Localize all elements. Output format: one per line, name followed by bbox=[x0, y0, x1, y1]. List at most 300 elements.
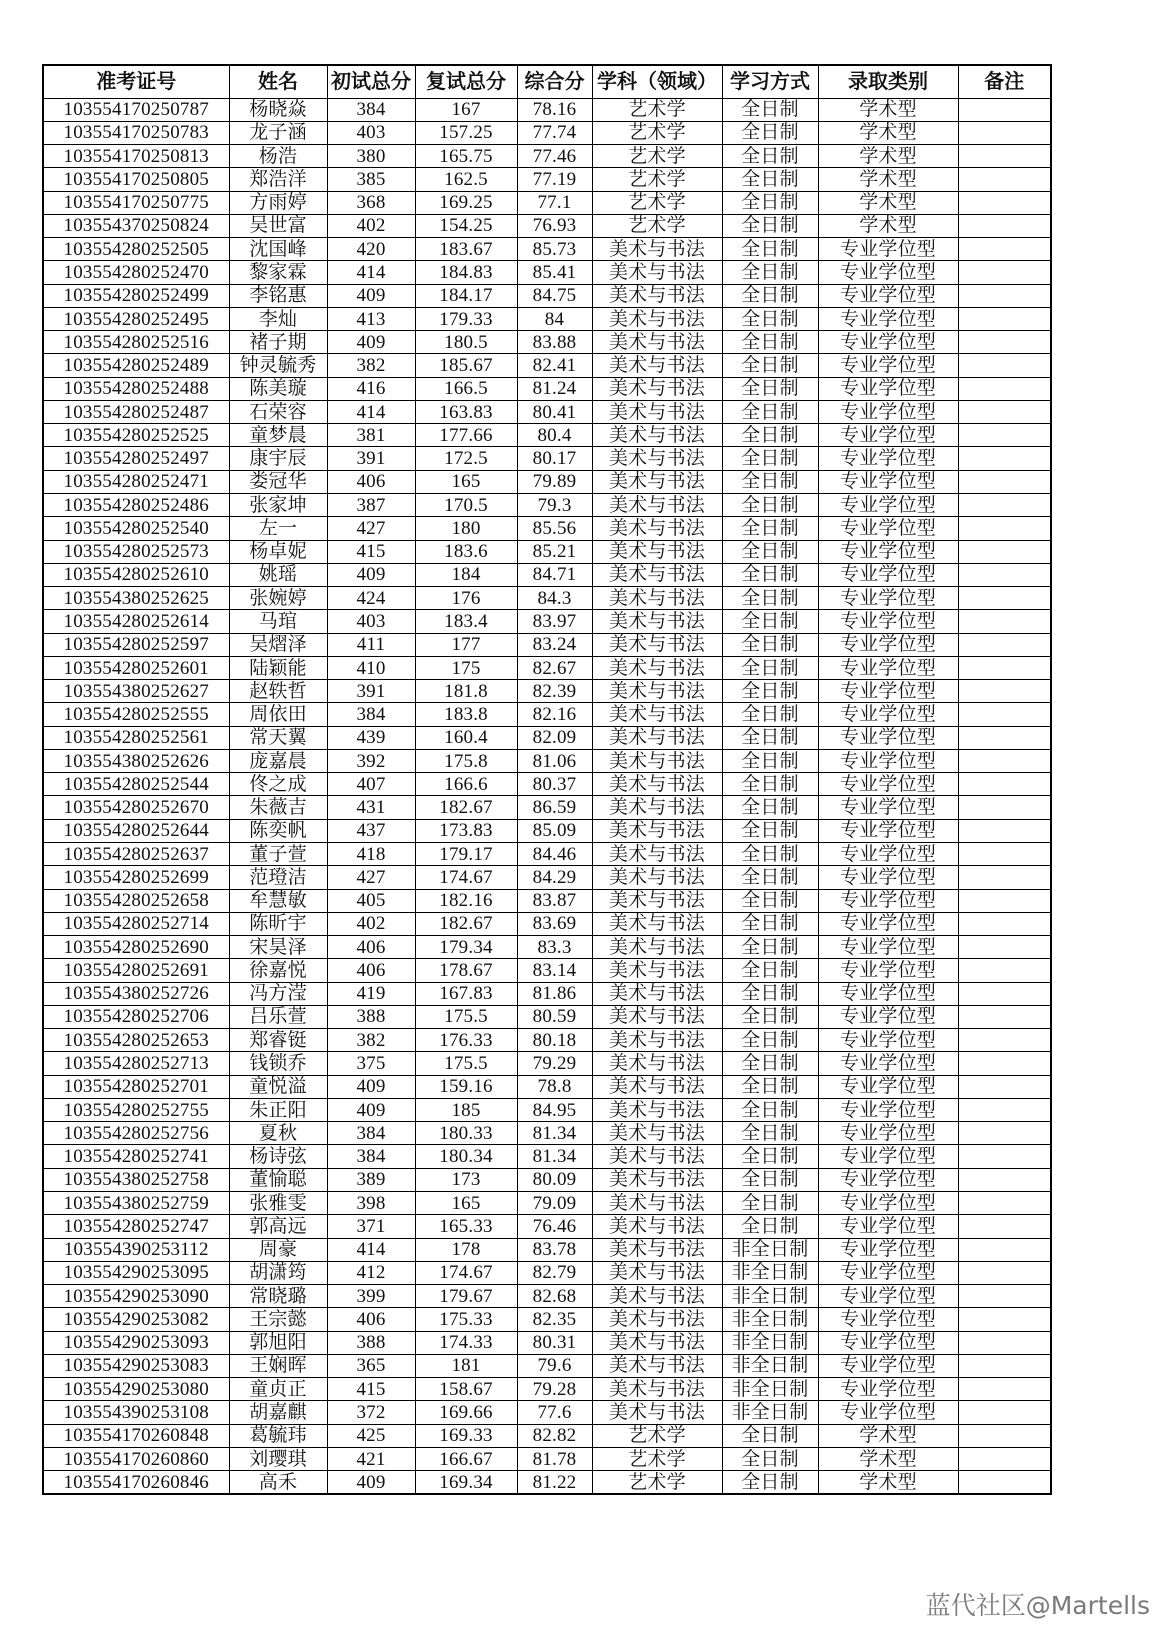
table-row bbox=[43, 610, 1051, 633]
cell-admission-type: 专业学位型 bbox=[818, 1354, 958, 1377]
cell-initial-score: 420 bbox=[327, 238, 415, 261]
cell-admission-type: 专业学位型 bbox=[818, 936, 958, 959]
cell-retest-score: 157.25 bbox=[415, 121, 517, 144]
cell-subject: 艺术学 bbox=[592, 1424, 722, 1447]
cell-admission-type: 专业学位型 bbox=[818, 1145, 958, 1168]
cell-total-score: 77.6 bbox=[517, 1401, 592, 1424]
cell-initial-score: 439 bbox=[327, 726, 415, 749]
cell-study-mode: 全日制 bbox=[722, 936, 818, 959]
cell-exam-id: 103554280252699 bbox=[43, 866, 229, 889]
cell-total-score: 83.69 bbox=[517, 912, 592, 935]
cell-retest-score: 169.34 bbox=[415, 1471, 517, 1494]
cell-name: 童贞正 bbox=[229, 1378, 327, 1401]
cell-remarks bbox=[958, 238, 1051, 261]
cell-initial-score: 410 bbox=[327, 656, 415, 679]
cell-study-mode: 全日制 bbox=[722, 98, 818, 121]
cell-remarks bbox=[958, 1471, 1051, 1494]
cell-name: 黎家霖 bbox=[229, 261, 327, 284]
cell-admission-type: 学术型 bbox=[818, 1471, 958, 1494]
cell-name: 郭高远 bbox=[229, 1215, 327, 1238]
cell-initial-score: 387 bbox=[327, 494, 415, 517]
cell-exam-id: 103554280252690 bbox=[43, 936, 229, 959]
cell-admission-type: 专业学位型 bbox=[818, 843, 958, 866]
cell-admission-type: 专业学位型 bbox=[818, 377, 958, 400]
cell-study-mode: 全日制 bbox=[722, 610, 818, 633]
cell-admission-type: 专业学位型 bbox=[818, 517, 958, 540]
table-row bbox=[43, 1191, 1051, 1214]
cell-subject: 美术与书法 bbox=[592, 1215, 722, 1238]
cell-name: 褚子期 bbox=[229, 331, 327, 354]
table-row bbox=[43, 1424, 1051, 1447]
cell-initial-score: 391 bbox=[327, 680, 415, 703]
table-row bbox=[43, 819, 1051, 842]
cell-exam-id: 103554280252653 bbox=[43, 1029, 229, 1052]
table-row bbox=[43, 1005, 1051, 1028]
cell-retest-score: 185 bbox=[415, 1098, 517, 1121]
cell-total-score: 84 bbox=[517, 307, 592, 330]
cell-admission-type: 专业学位型 bbox=[818, 1401, 958, 1424]
cell-retest-score: 172.5 bbox=[415, 447, 517, 470]
cell-retest-score: 183.8 bbox=[415, 703, 517, 726]
cell-retest-score: 162.5 bbox=[415, 168, 517, 191]
header-study-mode: 学习方式 bbox=[722, 65, 818, 98]
cell-name: 常晓璐 bbox=[229, 1285, 327, 1308]
cell-name: 牟慧敏 bbox=[229, 889, 327, 912]
cell-study-mode: 全日制 bbox=[722, 168, 818, 191]
table-row bbox=[43, 1098, 1051, 1121]
cell-exam-id: 103554280252637 bbox=[43, 843, 229, 866]
cell-subject: 美术与书法 bbox=[592, 1005, 722, 1028]
cell-total-score: 82.41 bbox=[517, 354, 592, 377]
cell-exam-id: 103554280252573 bbox=[43, 540, 229, 563]
cell-total-score: 81.22 bbox=[517, 1471, 592, 1494]
cell-admission-type: 专业学位型 bbox=[818, 238, 958, 261]
cell-subject: 美术与书法 bbox=[592, 1261, 722, 1284]
cell-initial-score: 406 bbox=[327, 959, 415, 982]
cell-admission-type: 专业学位型 bbox=[818, 494, 958, 517]
cell-retest-score: 183.6 bbox=[415, 540, 517, 563]
cell-admission-type: 专业学位型 bbox=[818, 726, 958, 749]
cell-exam-id: 103554290253095 bbox=[43, 1261, 229, 1284]
cell-study-mode: 非全日制 bbox=[722, 1308, 818, 1331]
cell-subject: 美术与书法 bbox=[592, 1285, 722, 1308]
cell-total-score: 84.75 bbox=[517, 284, 592, 307]
cell-name: 张婉婷 bbox=[229, 587, 327, 610]
cell-admission-type: 专业学位型 bbox=[818, 773, 958, 796]
cell-total-score: 79.29 bbox=[517, 1052, 592, 1075]
cell-retest-score: 166.5 bbox=[415, 377, 517, 400]
cell-admission-type: 专业学位型 bbox=[818, 610, 958, 633]
cell-remarks bbox=[958, 936, 1051, 959]
cell-study-mode: 全日制 bbox=[722, 680, 818, 703]
table-row bbox=[43, 191, 1051, 214]
cell-retest-score: 173.83 bbox=[415, 819, 517, 842]
cell-retest-score: 180 bbox=[415, 517, 517, 540]
cell-name: 钱锁乔 bbox=[229, 1052, 327, 1075]
header-admission-type: 录取类别 bbox=[818, 65, 958, 98]
table-row bbox=[43, 1075, 1051, 1098]
cell-admission-type: 专业学位型 bbox=[818, 1122, 958, 1145]
table-row bbox=[43, 494, 1051, 517]
cell-admission-type: 专业学位型 bbox=[818, 284, 958, 307]
table-row bbox=[43, 843, 1051, 866]
cell-exam-id: 103554280252486 bbox=[43, 494, 229, 517]
cell-study-mode: 全日制 bbox=[722, 1052, 818, 1075]
cell-remarks bbox=[958, 796, 1051, 819]
cell-name: 吴熠泽 bbox=[229, 633, 327, 656]
cell-subject: 美术与书法 bbox=[592, 494, 722, 517]
table-row bbox=[43, 331, 1051, 354]
cell-subject: 美术与书法 bbox=[592, 331, 722, 354]
cell-study-mode: 全日制 bbox=[722, 1168, 818, 1191]
cell-admission-type: 专业学位型 bbox=[818, 354, 958, 377]
cell-admission-type: 专业学位型 bbox=[818, 1191, 958, 1214]
cell-total-score: 77.1 bbox=[517, 191, 592, 214]
table-row bbox=[43, 1238, 1051, 1261]
table-row bbox=[43, 238, 1051, 261]
table-row bbox=[43, 121, 1051, 144]
cell-exam-id: 103554280252747 bbox=[43, 1215, 229, 1238]
cell-retest-score: 182.67 bbox=[415, 912, 517, 935]
cell-admission-type: 专业学位型 bbox=[818, 1238, 958, 1261]
cell-subject: 美术与书法 bbox=[592, 563, 722, 586]
cell-remarks bbox=[958, 470, 1051, 493]
cell-subject: 美术与书法 bbox=[592, 1098, 722, 1121]
cell-study-mode: 全日制 bbox=[722, 284, 818, 307]
cell-admission-type: 专业学位型 bbox=[818, 912, 958, 935]
cell-study-mode: 全日制 bbox=[722, 191, 818, 214]
cell-remarks bbox=[958, 307, 1051, 330]
cell-study-mode: 非全日制 bbox=[722, 1378, 818, 1401]
cell-admission-type: 专业学位型 bbox=[818, 331, 958, 354]
header-remarks: 备注 bbox=[958, 65, 1051, 98]
cell-exam-id: 103554290253083 bbox=[43, 1354, 229, 1377]
cell-study-mode: 全日制 bbox=[722, 587, 818, 610]
cell-remarks bbox=[958, 982, 1051, 1005]
cell-exam-id: 103554280252706 bbox=[43, 1005, 229, 1028]
cell-initial-score: 427 bbox=[327, 866, 415, 889]
table-row bbox=[43, 168, 1051, 191]
cell-exam-id: 103554170260860 bbox=[43, 1447, 229, 1470]
cell-retest-score: 174.67 bbox=[415, 866, 517, 889]
cell-admission-type: 专业学位型 bbox=[818, 1215, 958, 1238]
cell-exam-id: 103554280252691 bbox=[43, 959, 229, 982]
cell-admission-type: 专业学位型 bbox=[818, 1331, 958, 1354]
cell-study-mode: 全日制 bbox=[722, 703, 818, 726]
table-row bbox=[43, 726, 1051, 749]
cell-study-mode: 非全日制 bbox=[722, 1238, 818, 1261]
cell-admission-type: 专业学位型 bbox=[818, 1029, 958, 1052]
cell-initial-score: 412 bbox=[327, 1261, 415, 1284]
cell-exam-id: 103554280252614 bbox=[43, 610, 229, 633]
table-row bbox=[43, 1401, 1051, 1424]
cell-remarks bbox=[958, 1168, 1051, 1191]
cell-study-mode: 全日制 bbox=[722, 145, 818, 168]
cell-exam-id: 103554280252495 bbox=[43, 307, 229, 330]
cell-exam-id: 103554170250783 bbox=[43, 121, 229, 144]
cell-retest-score: 179.17 bbox=[415, 843, 517, 866]
cell-remarks bbox=[958, 1447, 1051, 1470]
cell-exam-id: 103554280252516 bbox=[43, 331, 229, 354]
cell-total-score: 76.93 bbox=[517, 214, 592, 237]
cell-initial-score: 371 bbox=[327, 1215, 415, 1238]
cell-study-mode: 全日制 bbox=[722, 866, 818, 889]
cell-initial-score: 414 bbox=[327, 1238, 415, 1261]
cell-total-score: 81.24 bbox=[517, 377, 592, 400]
cell-total-score: 85.56 bbox=[517, 517, 592, 540]
cell-study-mode: 全日制 bbox=[722, 214, 818, 237]
cell-initial-score: 391 bbox=[327, 447, 415, 470]
cell-total-score: 82.67 bbox=[517, 656, 592, 679]
cell-total-score: 79.3 bbox=[517, 494, 592, 517]
header-subject: 学科（领域） bbox=[592, 65, 722, 98]
cell-total-score: 82.16 bbox=[517, 703, 592, 726]
cell-subject: 艺术学 bbox=[592, 121, 722, 144]
cell-retest-score: 170.5 bbox=[415, 494, 517, 517]
cell-name: 姚瑶 bbox=[229, 563, 327, 586]
cell-name: 龙子涵 bbox=[229, 121, 327, 144]
cell-remarks bbox=[958, 145, 1051, 168]
cell-study-mode: 全日制 bbox=[722, 912, 818, 935]
cell-remarks bbox=[958, 1285, 1051, 1308]
cell-name: 沈国峰 bbox=[229, 238, 327, 261]
cell-total-score: 81.34 bbox=[517, 1145, 592, 1168]
cell-retest-score: 179.67 bbox=[415, 1285, 517, 1308]
cell-subject: 艺术学 bbox=[592, 168, 722, 191]
cell-total-score: 81.86 bbox=[517, 982, 592, 1005]
cell-study-mode: 全日制 bbox=[722, 749, 818, 772]
cell-study-mode: 全日制 bbox=[722, 517, 818, 540]
cell-admission-type: 专业学位型 bbox=[818, 1052, 958, 1075]
table-row bbox=[43, 307, 1051, 330]
table-row bbox=[43, 145, 1051, 168]
cell-subject: 美术与书法 bbox=[592, 726, 722, 749]
cell-admission-type: 专业学位型 bbox=[818, 563, 958, 586]
cell-study-mode: 非全日制 bbox=[722, 1261, 818, 1284]
cell-retest-score: 179.34 bbox=[415, 936, 517, 959]
cell-exam-id: 103554280252540 bbox=[43, 517, 229, 540]
cell-remarks bbox=[958, 889, 1051, 912]
table-row bbox=[43, 1261, 1051, 1284]
table-row bbox=[43, 656, 1051, 679]
cell-study-mode: 全日制 bbox=[722, 1122, 818, 1145]
cell-admission-type: 专业学位型 bbox=[818, 1168, 958, 1191]
cell-remarks bbox=[958, 284, 1051, 307]
cell-subject: 美术与书法 bbox=[592, 819, 722, 842]
cell-initial-score: 418 bbox=[327, 843, 415, 866]
cell-study-mode: 全日制 bbox=[722, 726, 818, 749]
cell-total-score: 82.82 bbox=[517, 1424, 592, 1447]
cell-retest-score: 159.16 bbox=[415, 1075, 517, 1098]
cell-total-score: 76.46 bbox=[517, 1215, 592, 1238]
cell-retest-score: 174.33 bbox=[415, 1331, 517, 1354]
cell-study-mode: 全日制 bbox=[722, 1215, 818, 1238]
cell-name: 左一 bbox=[229, 517, 327, 540]
table-row bbox=[43, 377, 1051, 400]
cell-initial-score: 419 bbox=[327, 982, 415, 1005]
table-row bbox=[43, 470, 1051, 493]
cell-study-mode: 全日制 bbox=[722, 982, 818, 1005]
cell-name: 朱薇吉 bbox=[229, 796, 327, 819]
cell-subject: 美术与书法 bbox=[592, 587, 722, 610]
cell-retest-score: 185.67 bbox=[415, 354, 517, 377]
cell-remarks bbox=[958, 1052, 1051, 1075]
cell-exam-id: 103554280252714 bbox=[43, 912, 229, 935]
cell-retest-score: 182.67 bbox=[415, 796, 517, 819]
cell-exam-id: 103554280252756 bbox=[43, 1122, 229, 1145]
cell-remarks bbox=[958, 1075, 1051, 1098]
cell-remarks bbox=[958, 1029, 1051, 1052]
cell-study-mode: 全日制 bbox=[722, 1471, 818, 1494]
cell-remarks bbox=[958, 98, 1051, 121]
cell-subject: 美术与书法 bbox=[592, 1238, 722, 1261]
cell-study-mode: 全日制 bbox=[722, 1005, 818, 1028]
cell-subject: 艺术学 bbox=[592, 1471, 722, 1494]
cell-exam-id: 103554280252644 bbox=[43, 819, 229, 842]
cell-exam-id: 103554380252726 bbox=[43, 982, 229, 1005]
table-row bbox=[43, 1471, 1051, 1494]
cell-retest-score: 175.33 bbox=[415, 1308, 517, 1331]
table-row bbox=[43, 1354, 1051, 1377]
cell-initial-score: 368 bbox=[327, 191, 415, 214]
table-row bbox=[43, 284, 1051, 307]
cell-name: 吴世富 bbox=[229, 214, 327, 237]
cell-study-mode: 全日制 bbox=[722, 1029, 818, 1052]
cell-study-mode: 全日制 bbox=[722, 1145, 818, 1168]
table-row bbox=[43, 424, 1051, 447]
cell-retest-score: 160.4 bbox=[415, 726, 517, 749]
cell-admission-type: 学术型 bbox=[818, 214, 958, 237]
cell-study-mode: 全日制 bbox=[722, 1191, 818, 1214]
cell-retest-score: 165.33 bbox=[415, 1215, 517, 1238]
header-exam-id: 准考证号 bbox=[43, 65, 229, 98]
cell-admission-type: 专业学位型 bbox=[818, 540, 958, 563]
cell-remarks bbox=[958, 517, 1051, 540]
cell-study-mode: 全日制 bbox=[722, 1098, 818, 1121]
cell-admission-type: 专业学位型 bbox=[818, 424, 958, 447]
cell-total-score: 77.19 bbox=[517, 168, 592, 191]
cell-exam-id: 103554280252561 bbox=[43, 726, 229, 749]
table-row bbox=[43, 1447, 1051, 1470]
cell-study-mode: 非全日制 bbox=[722, 1331, 818, 1354]
cell-admission-type: 专业学位型 bbox=[818, 1308, 958, 1331]
cell-name: 康宇辰 bbox=[229, 447, 327, 470]
cell-study-mode: 全日制 bbox=[722, 796, 818, 819]
cell-initial-score: 407 bbox=[327, 773, 415, 796]
cell-retest-score: 167.83 bbox=[415, 982, 517, 1005]
cell-exam-id: 103554280252499 bbox=[43, 284, 229, 307]
cell-study-mode: 全日制 bbox=[722, 656, 818, 679]
cell-retest-score: 183.67 bbox=[415, 238, 517, 261]
cell-study-mode: 全日制 bbox=[722, 238, 818, 261]
cell-initial-score: 402 bbox=[327, 214, 415, 237]
cell-admission-type: 专业学位型 bbox=[818, 633, 958, 656]
cell-total-score: 84.46 bbox=[517, 843, 592, 866]
cell-remarks bbox=[958, 191, 1051, 214]
table-row bbox=[43, 587, 1051, 610]
cell-subject: 美术与书法 bbox=[592, 1075, 722, 1098]
cell-initial-score: 431 bbox=[327, 796, 415, 819]
cell-remarks bbox=[958, 1122, 1051, 1145]
cell-remarks bbox=[958, 587, 1051, 610]
table-row bbox=[43, 563, 1051, 586]
cell-exam-id: 103554280252505 bbox=[43, 238, 229, 261]
cell-initial-score: 409 bbox=[327, 1098, 415, 1121]
cell-subject: 美术与书法 bbox=[592, 261, 722, 284]
table-row bbox=[43, 633, 1051, 656]
cell-subject: 美术与书法 bbox=[592, 1331, 722, 1354]
cell-retest-score: 173 bbox=[415, 1168, 517, 1191]
cell-admission-type: 学术型 bbox=[818, 191, 958, 214]
cell-total-score: 82.09 bbox=[517, 726, 592, 749]
cell-remarks bbox=[958, 726, 1051, 749]
cell-total-score: 83.3 bbox=[517, 936, 592, 959]
table-row bbox=[43, 773, 1051, 796]
cell-subject: 美术与书法 bbox=[592, 889, 722, 912]
cell-subject: 美术与书法 bbox=[592, 1378, 722, 1401]
cell-admission-type: 学术型 bbox=[818, 98, 958, 121]
cell-subject: 美术与书法 bbox=[592, 1191, 722, 1214]
cell-retest-score: 184.83 bbox=[415, 261, 517, 284]
cell-total-score: 82.68 bbox=[517, 1285, 592, 1308]
cell-total-score: 80.17 bbox=[517, 447, 592, 470]
cell-total-score: 82.39 bbox=[517, 680, 592, 703]
cell-subject: 艺术学 bbox=[592, 98, 722, 121]
cell-remarks bbox=[958, 1261, 1051, 1284]
cell-initial-score: 365 bbox=[327, 1354, 415, 1377]
cell-initial-score: 425 bbox=[327, 1424, 415, 1447]
cell-total-score: 79.6 bbox=[517, 1354, 592, 1377]
header-row bbox=[43, 65, 1051, 98]
cell-total-score: 79.89 bbox=[517, 470, 592, 493]
cell-admission-type: 专业学位型 bbox=[818, 447, 958, 470]
cell-remarks bbox=[958, 1308, 1051, 1331]
cell-study-mode: 非全日制 bbox=[722, 1354, 818, 1377]
cell-name: 刘璎琪 bbox=[229, 1447, 327, 1470]
table-row bbox=[43, 1145, 1051, 1168]
cell-remarks bbox=[958, 656, 1051, 679]
cell-remarks bbox=[958, 1145, 1051, 1168]
table-row bbox=[43, 982, 1051, 1005]
cell-remarks bbox=[958, 912, 1051, 935]
cell-exam-id: 103554280252488 bbox=[43, 377, 229, 400]
cell-retest-score: 169.33 bbox=[415, 1424, 517, 1447]
cell-exam-id: 103554280252555 bbox=[43, 703, 229, 726]
cell-admission-type: 专业学位型 bbox=[818, 889, 958, 912]
cell-admission-type: 专业学位型 bbox=[818, 1098, 958, 1121]
cell-initial-score: 388 bbox=[327, 1331, 415, 1354]
cell-subject: 美术与书法 bbox=[592, 959, 722, 982]
cell-total-score: 85.73 bbox=[517, 238, 592, 261]
cell-initial-score: 406 bbox=[327, 936, 415, 959]
cell-name: 陆颖能 bbox=[229, 656, 327, 679]
cell-study-mode: 全日制 bbox=[722, 354, 818, 377]
cell-total-score: 84.29 bbox=[517, 866, 592, 889]
cell-exam-id: 103554280252471 bbox=[43, 470, 229, 493]
cell-total-score: 85.41 bbox=[517, 261, 592, 284]
cell-exam-id: 103554380252758 bbox=[43, 1168, 229, 1191]
cell-subject: 美术与书法 bbox=[592, 540, 722, 563]
cell-study-mode: 全日制 bbox=[722, 563, 818, 586]
table-row bbox=[43, 400, 1051, 423]
cell-total-score: 83.78 bbox=[517, 1238, 592, 1261]
table-row bbox=[43, 447, 1051, 470]
cell-retest-score: 177.66 bbox=[415, 424, 517, 447]
cell-study-mode: 全日制 bbox=[722, 843, 818, 866]
cell-subject: 美术与书法 bbox=[592, 680, 722, 703]
cell-name: 佟之成 bbox=[229, 773, 327, 796]
cell-subject: 艺术学 bbox=[592, 191, 722, 214]
